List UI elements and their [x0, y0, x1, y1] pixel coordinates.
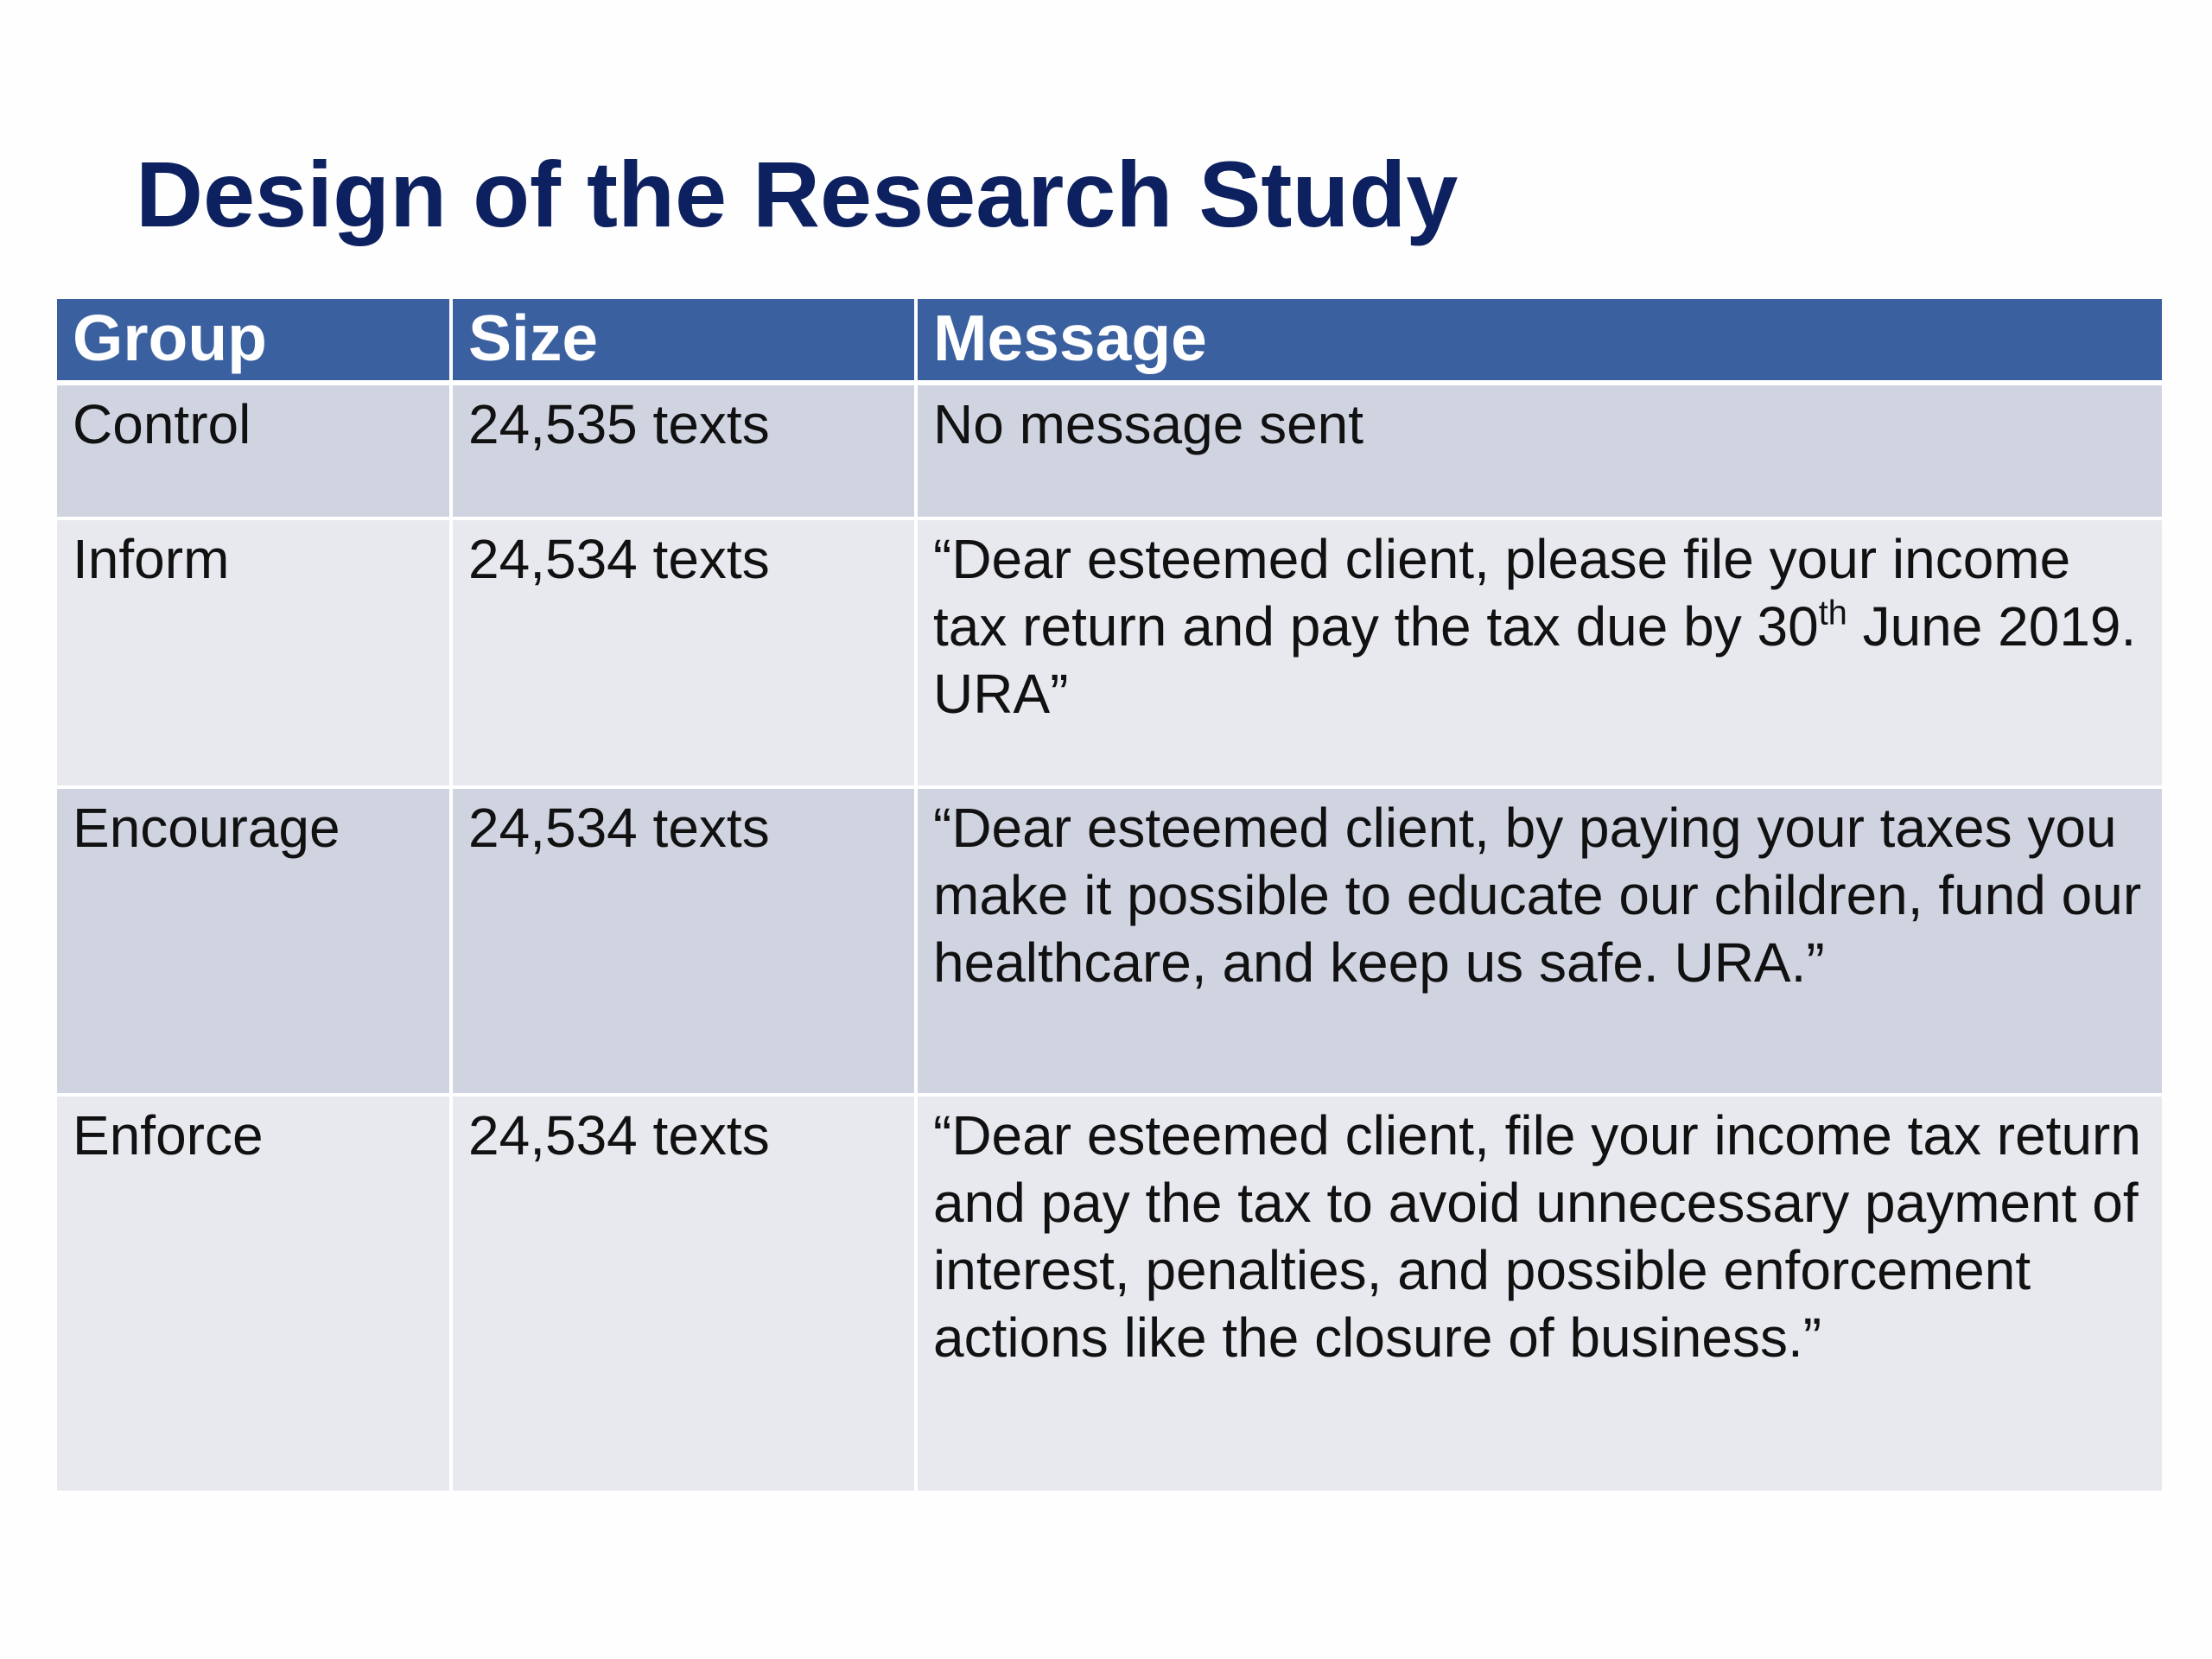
ordinal-superscript: th	[1818, 594, 1847, 632]
message-text-part2: June 2019. URA”	[933, 595, 2137, 725]
cell-group: Encourage	[57, 789, 453, 1096]
cell-group: Inform	[57, 520, 453, 789]
cell-group: Control	[57, 385, 453, 520]
table-row-encourage	[57, 789, 2162, 1096]
message-text-part1: “Dear esteemed client, please file your income tax return and pay the tax due by 30	[933, 528, 2071, 658]
table-row-control	[57, 385, 2162, 520]
table-row-enforce	[57, 1096, 2162, 1491]
cell-message: “Dear esteemed client, file your income tax return and pay the tax to avoid unnecessary payment of interest, penalties, and possible enforcement actions like the closure of business.”	[918, 1096, 2162, 1491]
cell-group: Enforce	[57, 1096, 453, 1491]
header-group: Group	[57, 299, 453, 385]
study-design-table	[57, 299, 2162, 1491]
cell-size: 24,534 texts	[453, 789, 918, 1096]
slide-title: Design of the Research Study	[136, 142, 1459, 246]
cell-size: 24,534 texts	[453, 520, 918, 789]
cell-size: 24,534 texts	[453, 1096, 918, 1491]
table-header-row	[57, 299, 2162, 385]
table-row-inform	[57, 520, 2162, 789]
cell-message: No message sent	[918, 385, 2162, 520]
header-message: Message	[918, 299, 2162, 385]
cell-size: 24,535 texts	[453, 385, 918, 520]
cell-message	[918, 520, 2162, 789]
cell-message: “Dear esteemed client, by paying your taxes you make it possible to educate our children, fund our healthcare, and keep us safe. URA.”	[918, 789, 2162, 1096]
header-size: Size	[453, 299, 918, 385]
